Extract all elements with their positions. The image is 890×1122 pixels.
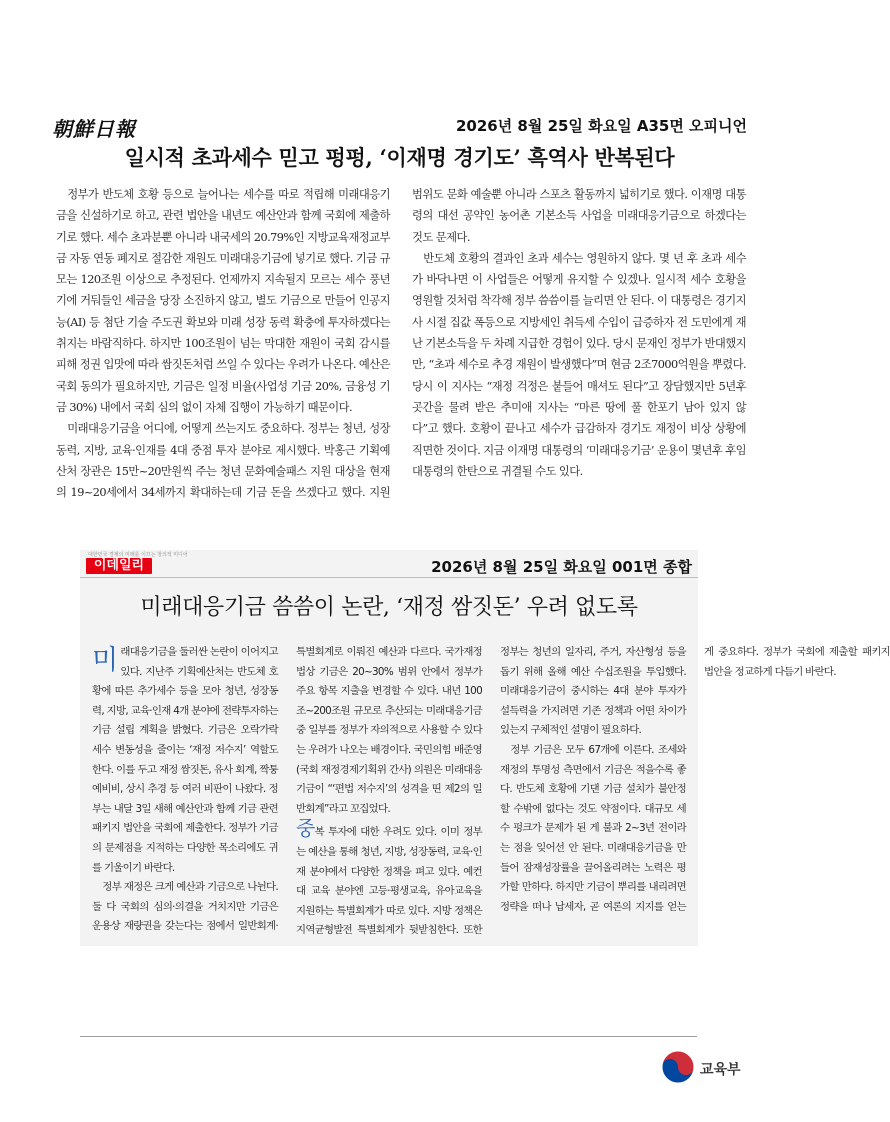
article-body [56,184,746,504]
clipping-chosun [52,106,747,506]
dateline: 2026년 8월 25일 화요일 A35면 오피니언 [455,117,747,135]
dateline: 2026년 8월 25일 화요일 001면 종합 [431,558,692,576]
publication-logo: 이데일리 [86,558,152,574]
ministry-logo [660,1049,760,1089]
header-divider [80,577,698,578]
drop-cap: 미 [92,645,118,676]
paragraph: 반도체 호황의 결과인 초과 세수는 영원하지 않다. 몇 년 후 초과 세수가 바닥나면 이 사업들은 어떻게 유지할 수 있겠나. 일시적 세수 호황을 영원할 것처럼 착각해 정부 씀씀이를 늘리면 안 된다. 이 대통령은 경기지사 시절 집값 폭등으로 지방세인 취득세 수입이 급증하자 전 도민에게 재난 기본소득을 두 차례 지급한 경험이 있다. 당시 문재인 정부가 반대했지만, “초과 세수로 추경 재원이 발생했다”며 현금 2조7000억원을 뿌렸다. 당시 이 지사는 “재정 걱정은 붙들어 매셔도 된다”고 장담했지만 5년후 곳간을 물려 받은 추미애 지사는 “마른 땅에 풀 한포기 남아 있지 않다”고 했다. 호황이 끝나고 세수가 급감하자 경기도 재정이 비상 상황에 직면한 것이다. 지금 이재명 대통령의 ‘미래대응기금’ 운용이 몇년후 후임 대통령의 한탄으로 귀결될 수도 있다. [412,251,746,478]
drop-cap: 중 [296,816,315,841]
ministry-name: 교육부 [700,1062,741,1078]
paragraph: 미래대응기금을 어디에, 어떻게 쓰는지도 중요하다. 정부는 청년, 성장 동력, 지방, 교육·인재를 4대 중점 투자 분야로 제시했다. 박홍근 기획예산처 장관은 15만~20만원씩 주는 청년 문화예술패스 지원 대상을 현재의 19~20세에서 34세까지 확대하는데 기금 돈을 쓰겠다고 했다. 지원 범위도 문화 예술뿐 아니라 스포츠 활동까지 넓히기로 했다. 이재명 대통령의 대선 공약인 농어촌 기본소득 사업을 미래대응기금으로 하겠다는 것도 문제다. [56,188,746,500]
article-body [92,643,890,943]
paragraph: 정부가 반도체 호황 등으로 늘어나는 세수를 따로 적립해 미래대응기금을 신설하기로 하고, 관련 법안을 내년도 예산안과 함께 국회에 제출하기로 했다. 세수 초과분뿐 아니라 내국세의 20.79%인 지방교육재정교부금 자동 연동 폐지로 절감한 재원도 미래대응기금에 넣기로 했다. 기금 규모는 120조원 이상으로 추정된다. 언제까지 지속될지 모르는 세수 풍년기에 거둬들인 세금을 당장 소진하지 않고, 별도 기금으로 만들어 인공지능(AI) 등 첨단 기술 주도권 확보와 미래 성장 동력 확충에 투자하겠다는 취지는 바람직하다. 하지만 100조원이 넘는 막대한 재원이 국회 감시를 피해 정권 입맛에 따라 쌈짓돈처럼 쓰일 수 있다는 우려가 나온다. 예산은 국회 동의가 필요하지만, 기금은 일정 비율(사업성 기금 20%, 금융성 기금 30%) 내에서 국회 심의 없이 자체 집행이 가능하기 때문이다. [56,188,390,414]
paragraph: 정부 기금은 모두 67개에 이른다. 조세와 재정의 투명성 측면에서 기금은 적을수록 좋다. 반도체 호황에 기댄 기금 설치가 불안정할 수밖에 없다는 것도 약점이다. 대규모 세수 펑크가 문제가 된 게 불과 2~3년 전이라는 점을 잊어선 안 된다. 미래대응기금을 만들어 잠재성장률을 끌어올리려는 노력은 평가할 만하다. 하지만 기금이 뿌리를 내리려면 정략을 떠나 납세자, 곧 여론의 지지를 얻는 게 중요하다. 정부가 국회에 제출할 패키지 법안을 정교하게 다듬기 바란다. [500,646,890,913]
paragraph: 정부 재정은 크게 예산과 기금으로 나뉜다. 둘 다 국회의 심의·의결을 거치지만 기금은 운용상 재량권을 갖는다는 점에서 일반회계·특별회계로 이뤄진 예산과 다르다. 국가재정법상 기금은 20~30% 범위 안에서 정부가 주요 항목 지출을 변경할 수 있다. 내년 100조~200조원 규모로 추산되는 미래대응기금 중 일부를 정부가 자의적으로 사용할 수 있다는 우려가 나오는 배경이다. 국민의힘 배준영(국회 재정경제기획위 간사) 의원은 미래대응기금이 “‘편법 저수지’의 성격을 띤 제2의 일반회계”라고 꼬집었다. [92,646,482,933]
paragraph: 미래대응기금을 둘러싼 논란이 이어지고 있다. 지난주 기획예산처는 반도체 호황에 따른 추가세수 등을 모아 청년, 성장동력, 지방, 교육·인재 4개 분야에 전략투자하는 기금 설립 계획을 밝혔다. 기금은 오락가락 세수 변동성을 줄이는 ‘재정 저수지’ 역할도 한다. 이를 두고 재정 쌈짓돈, 유사 회계, 짝퉁 예비비, 상시 추경 등 여러 비판이 나왔다. 정부는 내달 3일 새해 예산안과 함께 기금 관련 패키지 법안을 국회에 제출한다. 정부가 기금의 문제점을 지적하는 다양한 목소리에도 귀를 기울이기 바란다. [92,645,278,874]
clipping-edaily [80,550,890,946]
publication-logo: 朝鮮日報 [52,117,136,141]
footer-divider [80,1036,697,1037]
headline: 미래대응기금 씀씀이 논란, ‘재정 쌈짓돈’ 우려 없도록 [140,595,638,620]
taegeuk-icon [660,1049,696,1085]
paragraph: 중복 투자에 대한 우려도 있다. 이미 정부는 예산을 통해 청년, 지방, 성장동력, 교육·인재 분야에서 다양한 정책을 펴고 있다. 예컨대 교육 분야엔 고등·평생교육, 유아교육을 지원하는 특별회계가 따로 있다. 지방 정책은 지역균형발전 특별회계가 뒷받침한다. 또한 정부는 청년의 일자리, 주거, 자산형성 등을 돕기 위해 올해 예산 수십조원을 투입했다. 미래대응기금이 중시하는 4대 분야 투자가 설득력을 가지려면 기존 정책과 어떤 차이가 있는지 구체적인 설명이 필요하다. [296,646,686,937]
headline: 일시적 초과세수 믿고 펑펑, ‘이재명 경기도’ 흑역사 반복된다 [124,145,675,170]
publication-tagline: 대한민국 경제의 미래를 이끄는 창의적 미디어 [88,552,188,558]
